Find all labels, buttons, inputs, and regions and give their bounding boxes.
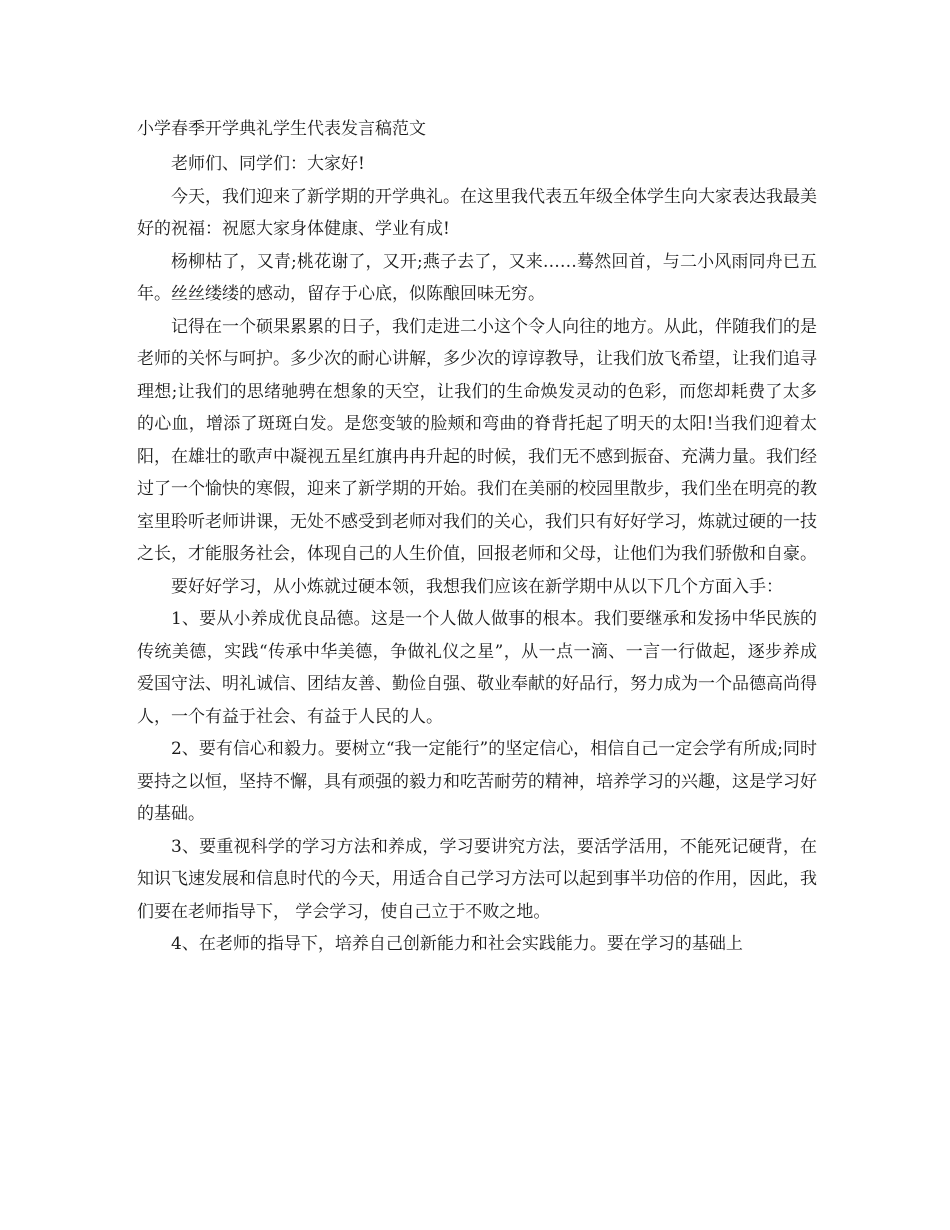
paragraph-intro: 今天，我们迎来了新学期的开学典礼。在这里我代表五年级全体学生向大家表达我最美好的祝福：祝愿大家身体健康、学业有成! <box>137 186 817 239</box>
paragraph-gratitude: 记得在一个硕果累累的日子，我们走进二小这个令人向往的地方。从此，伴随我们的是老师的关怀与呵护。多少次的耐心讲解，多少次的谆谆教导，让我们放飞希望，让我们追寻理想;让我们的思绪驰骋在想象的天空，让我们的生命焕发灵动的色彩，而您却耗费了太多的心血，增添了斑斑白发。是您变皱的脸颊和弯曲的脊背托起了明天的太阳!当我们迎着太阳，在雄壮的歌声中凝视五星红旗冉冉升起的时候，我们无不感到振奋、充满力量。我们经过了一个愉快的寒假，迎来了新学期的开始。我们在美丽的校园里散步，我们坐在明亮的教室里聆听老师讲课，无处不感受到老师对我们的关心，我们只有好好学习，炼就过硬的一技之长，才能服务社会，体现自己的人生价值，回报老师和父母，让他们为我们骄傲和自豪。 <box>137 316 817 564</box>
paragraph-study-aspects: 要好好学习，从小炼就过硬本领，我想我们应该在新学期中从以下几个方面入手： <box>171 576 783 597</box>
document-body <box>137 148 817 961</box>
paragraph-point-3: 3、要重视科学的学习方法和养成，学习要讲究方法，要活学活用，不能死记硬背，在知识飞速发展和信息时代的今天，用适合自己学习方法可以起到事半功倍的作用，因此，我们要在老师指导下， 学会学习，使自己立于不败之地。 <box>137 836 817 922</box>
paragraph-memories: 杨柳枯了，又青;桃花谢了，又开;燕子去了，又来……蓦然回首，与二小风雨同舟已五年。丝丝缕缕的感动，留存于心底，似陈酿回味无穷。 <box>137 251 817 304</box>
paragraph-greeting: 老师们、同学们：大家好! <box>171 154 365 174</box>
document-title: 小学春季开学典礼学生代表发言稿范文 <box>137 119 426 139</box>
paragraph-point-2: 2、要有信心和毅力。要树立“我一定能行”的坚定信心，相信自己一定会学有所成;同时要持之以恒，坚持不懈，具有顽强的毅力和吃苦耐劳的精神，培养学习的兴趣，这是学习好的基础。 <box>137 739 817 824</box>
paragraph-point-1: 1、要从小养成优良品德。这是一个人做人做事的根本。我们要继承和发扬中华民族的传统美德，实践“传承中华美德，争做礼仪之星”，从一点一滴、一言一行做起，逐步养成爱国守法、明礼诚信、团结友善、勤俭自强、敬业奉献的好品行，努力成为一个品德高尚得人，一个有益于社会、有益于人民的人。 <box>137 609 817 727</box>
paragraph-point-4: 4、在老师的指导下，培养自己创新能力和社会实践能力。要在学习的基础上 <box>171 934 743 954</box>
